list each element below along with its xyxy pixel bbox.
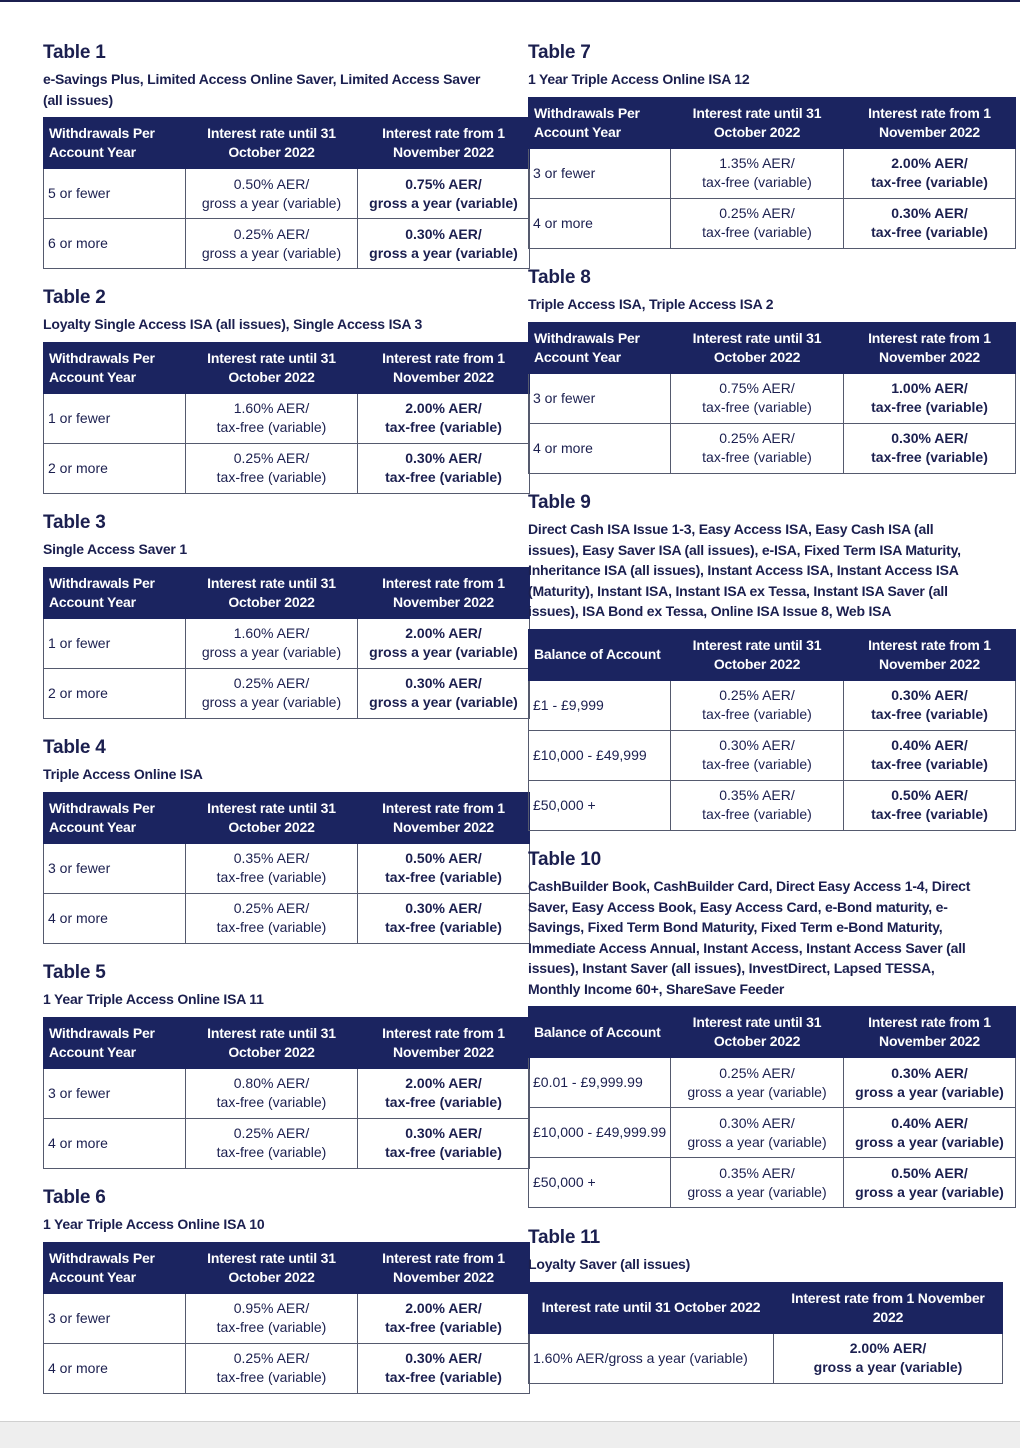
rate-terms: tax-free (variable) xyxy=(702,806,812,822)
row-label: 1 or fewer xyxy=(44,393,186,443)
rate-terms: tax-free (variable) xyxy=(216,469,327,485)
col-header: Interest rate until 31 October 2022 xyxy=(186,342,358,393)
col-header: Balance of Account xyxy=(529,1007,671,1058)
rate-value: 0.30% AER/ xyxy=(891,205,968,221)
rate-until xyxy=(671,1158,844,1208)
rates-table xyxy=(528,1006,1016,1208)
rate-terms: tax-free (variable) xyxy=(871,224,988,240)
rate-value: 0.25% AER/ xyxy=(719,430,795,446)
rate-value: 0.25% AER/ xyxy=(233,225,310,242)
rate-value: 0.50% AER/ xyxy=(891,787,968,803)
rates-table xyxy=(43,1017,530,1169)
rate-until xyxy=(671,198,844,248)
rate-terms: gross a year (variable) xyxy=(369,694,518,710)
rate-until xyxy=(186,393,358,443)
rate-until xyxy=(671,148,844,198)
col-header: Withdrawals Per Account Year xyxy=(44,792,186,843)
rate-from xyxy=(358,1118,530,1168)
rate-terms: tax-free (variable) xyxy=(871,174,988,190)
rate-from xyxy=(358,843,530,893)
rate-terms: gross a year (variable) xyxy=(687,1133,827,1150)
rate-until xyxy=(671,373,844,423)
rate-value: 0.25% AER/ xyxy=(233,675,310,691)
rate-from xyxy=(358,668,530,718)
col-header: Interest rate from 1 November 2022 xyxy=(358,792,530,843)
table-subtitle: Triple Access ISA, Triple Access ISA 2 xyxy=(528,296,774,312)
rate-value: 0.30% AER/ xyxy=(891,687,968,703)
rate-terms: tax-free (variable) xyxy=(871,706,988,722)
table-row xyxy=(529,730,1016,780)
table-subtitle: e-Savings Plus, Limited Access Online Saver, Limited Access Saver (all issues) xyxy=(43,71,481,108)
table-10-section xyxy=(528,849,1004,1208)
col-header: Balance of Account xyxy=(529,629,671,680)
table-8-section xyxy=(528,267,991,474)
table-row xyxy=(44,443,530,493)
rate-terms: tax-free (variable) xyxy=(385,1094,502,1110)
table-row xyxy=(44,169,530,219)
table-title: Table 6 xyxy=(43,1187,106,1208)
rate-until xyxy=(671,423,844,473)
rate-terms: tax-free (variable) xyxy=(871,756,988,772)
rate-from xyxy=(358,893,530,943)
rate-value: 2.00% AER/ xyxy=(891,155,968,171)
rate-terms: tax-free (variable) xyxy=(871,399,988,415)
rate-value: 0.40% AER/ xyxy=(891,1114,968,1131)
table-6-section xyxy=(43,1187,505,1394)
table-subtitle: Loyalty Single Access ISA (all issues), Single Access ISA 3 xyxy=(43,316,423,332)
rate-terms: gross a year (variable) xyxy=(201,194,342,211)
rate-value: 0.25% AER/ xyxy=(233,1350,310,1366)
rates-table xyxy=(528,1282,1003,1384)
col-header: Interest rate until 31 October 2022 xyxy=(529,1282,774,1333)
rate-until xyxy=(186,1343,358,1393)
table-subtitle: 1 Year Triple Access Online ISA 10 xyxy=(43,1216,265,1232)
rate-from xyxy=(844,680,1016,730)
table-title: Table 11 xyxy=(528,1227,600,1248)
row-label: 3 or fewer xyxy=(44,843,186,893)
rate-value: 0.30% AER/ xyxy=(405,450,482,466)
col-header: Interest rate until 31 October 2022 xyxy=(671,1007,844,1058)
rate-value: 1.60% AER/ xyxy=(233,625,310,641)
rate-terms: tax-free (variable) xyxy=(216,919,327,935)
table-row xyxy=(529,1108,1016,1158)
rate-terms: tax-free (variable) xyxy=(702,756,812,772)
table-9-section xyxy=(528,492,991,831)
rate-terms: tax-free (variable) xyxy=(216,1369,327,1385)
table-subtitle: 1 Year Triple Access Online ISA 11 xyxy=(43,991,264,1007)
col-header: Withdrawals Per Account Year xyxy=(44,1242,186,1293)
rate-from xyxy=(844,1058,1016,1108)
table-11-section xyxy=(528,1227,985,1384)
rate-terms: gross a year (variable) xyxy=(855,1083,1004,1100)
table-title: Table 3 xyxy=(43,512,106,533)
table-title: Table 8 xyxy=(528,267,591,288)
rate-value: 0.35% AER/ xyxy=(719,1164,795,1181)
rate-terms: tax-free (variable) xyxy=(385,919,502,935)
rate-value: 0.30% AER/ xyxy=(405,1350,482,1366)
rate-terms: tax-free (variable) xyxy=(216,1094,327,1110)
row-label: 2 or more xyxy=(44,668,186,718)
rate-terms: tax-free (variable) xyxy=(216,1144,327,1160)
table-row xyxy=(529,1158,1016,1208)
rate-value: 0.80% AER/ xyxy=(233,1075,310,1091)
col-header: Withdrawals Per Account Year xyxy=(44,1017,186,1068)
table-1-section xyxy=(43,42,518,269)
rate-terms: tax-free (variable) xyxy=(385,1319,502,1335)
rate-until xyxy=(671,730,844,780)
rate-value: 2.00% AER/ xyxy=(405,1300,482,1316)
table-row xyxy=(44,618,530,668)
table-subtitle: CashBuilder Book, CashBuilder Card, Direct Easy Access 1-4, Direct Saver, Easy Access Book, Easy Access Card, e-Bond maturity, e-Savings, Fixed Term Bond Maturity, Fixed Term e-Bond Maturity, Immediate Access Annual, Instant Access, Instant Access Saver (all issues), Instant Saver (all issues), InvestDirect, Lapsed TESSA, Monthly Income 60+, ShareSave Feeder xyxy=(528,878,971,997)
rate-value: 0.30% AER/ xyxy=(405,675,482,691)
row-label: £50,000 + xyxy=(529,1158,671,1208)
col-header: Interest rate until 31 October 2022 xyxy=(671,97,844,148)
col-header: Interest rate from 1 November 2022 xyxy=(358,567,530,618)
rate-until xyxy=(186,668,358,718)
table-row xyxy=(44,668,530,718)
rate-until xyxy=(671,780,844,830)
bottom-band xyxy=(0,1421,1020,1448)
rate-value: 0.50% AER/ xyxy=(405,850,482,866)
col-header: Interest rate from 1 November 2022 xyxy=(774,1282,1003,1333)
rate-terms: gross a year (variable) xyxy=(201,694,342,710)
table-row xyxy=(44,843,530,893)
row-label: 3 or fewer xyxy=(44,1068,186,1118)
table-row xyxy=(44,393,530,443)
table-row xyxy=(44,1118,530,1168)
rate-from xyxy=(844,1158,1016,1208)
rate-until xyxy=(186,443,358,493)
rate-value: 1.60% AER/ xyxy=(233,400,310,416)
rate-value: 0.35% AER/ xyxy=(233,850,310,866)
table-subtitle: 1 Year Triple Access Online ISA 12 xyxy=(528,71,750,87)
rate-until xyxy=(186,169,358,219)
rate-value: 1.35% AER/ xyxy=(719,155,795,171)
row-label: 6 or more xyxy=(44,219,186,269)
row-label: £10,000 - £49,999.99 xyxy=(529,1108,671,1158)
rate-until xyxy=(186,618,358,668)
table-subtitle: Triple Access Online ISA xyxy=(43,766,203,782)
table-subtitle: Single Access Saver 1 xyxy=(43,541,187,557)
rate-terms: gross a year (variable) xyxy=(201,244,342,261)
table-title: Table 5 xyxy=(43,962,106,983)
rates-table xyxy=(528,629,1016,831)
rate-value: 0.50% AER/ xyxy=(233,175,310,192)
rate-until xyxy=(186,219,358,269)
rate-value: 2.00% AER/ xyxy=(849,1340,927,1356)
col-header: Interest rate until 31 October 2022 xyxy=(186,1242,358,1293)
rates-table xyxy=(528,97,1016,249)
table-2-section xyxy=(43,287,505,494)
rate-from xyxy=(844,148,1016,198)
table-row xyxy=(529,373,1016,423)
rate-value: 2.00% AER/ xyxy=(405,400,482,416)
table-row xyxy=(529,148,1016,198)
col-header: Interest rate from 1 November 2022 xyxy=(358,342,530,393)
rates-table xyxy=(43,567,530,719)
table-row xyxy=(529,680,1016,730)
table-row xyxy=(529,423,1016,473)
col-header: Interest rate until 31 October 2022 xyxy=(186,118,358,169)
col-header: Withdrawals Per Account Year xyxy=(529,322,671,373)
table-row xyxy=(529,198,1016,248)
rate-terms: tax-free (variable) xyxy=(702,399,812,415)
rate-until xyxy=(186,1068,358,1118)
rate-value: 0.25% AER/ xyxy=(233,1125,310,1141)
rate-value: 0.30% AER/ xyxy=(719,1114,795,1131)
rate-terms: tax-free (variable) xyxy=(216,1319,327,1335)
row-label: 2 or more xyxy=(44,443,186,493)
table-title: Table 4 xyxy=(43,737,106,758)
rate-value: 0.25% AER/ xyxy=(719,205,795,221)
row-label: 4 or more xyxy=(529,198,671,248)
rate-terms: gross a year (variable) xyxy=(687,1083,827,1100)
rates-table xyxy=(43,792,530,944)
rate-until xyxy=(186,1293,358,1343)
rate-value: 0.25% AER/ xyxy=(719,1064,795,1081)
rate-until xyxy=(186,1118,358,1168)
rate-value: 0.95% AER/ xyxy=(233,1300,310,1316)
table-row xyxy=(44,1068,530,1118)
rate-terms: tax-free (variable) xyxy=(702,174,812,190)
rate-terms: tax-free (variable) xyxy=(216,869,327,885)
row-label: £10,000 - £49,999 xyxy=(529,730,671,780)
rate-value: 0.25% AER/ xyxy=(233,450,310,466)
rate-value: 0.30% AER/ xyxy=(405,225,482,242)
rate-value: 0.30% AER/ xyxy=(405,900,482,916)
rate-terms: gross a year (variable) xyxy=(687,1183,827,1200)
rate-from xyxy=(844,423,1016,473)
rate-value: 0.25% AER/ xyxy=(719,687,795,703)
table-3-section xyxy=(43,512,518,719)
row-label: 3 or fewer xyxy=(529,373,671,423)
rate-terms: tax-free (variable) xyxy=(871,449,988,465)
table-row xyxy=(529,1333,1003,1383)
col-header: Interest rate until 31 October 2022 xyxy=(186,567,358,618)
rate-from xyxy=(358,169,530,219)
rate-value: 0.35% AER/ xyxy=(719,787,795,803)
row-label: £0.01 - £9,999.99 xyxy=(529,1058,671,1108)
rate-from xyxy=(358,1293,530,1343)
table-title: Table 2 xyxy=(43,287,106,308)
col-header: Interest rate from 1 November 2022 xyxy=(358,118,530,169)
rate-from xyxy=(358,618,530,668)
col-header: Interest rate from 1 November 2022 xyxy=(358,1242,530,1293)
table-row xyxy=(529,780,1016,830)
row-label: 5 or fewer xyxy=(44,169,186,219)
col-header: Interest rate until 31 October 2022 xyxy=(186,792,358,843)
rate-value: 0.50% AER/ xyxy=(891,1164,968,1181)
col-header: Withdrawals Per Account Year xyxy=(44,342,186,393)
rate-value: 0.40% AER/ xyxy=(891,737,968,753)
rate-from xyxy=(844,730,1016,780)
row-label: 3 or fewer xyxy=(44,1293,186,1343)
table-7-section xyxy=(528,42,991,249)
table-title: Table 1 xyxy=(43,42,106,63)
rate-terms: tax-free (variable) xyxy=(216,419,327,435)
row-label: 4 or more xyxy=(529,423,671,473)
row-label: £50,000 + xyxy=(529,780,671,830)
rate-from xyxy=(844,198,1016,248)
row-label: 4 or more xyxy=(44,1343,186,1393)
table-4-section xyxy=(43,737,505,944)
rate-value: 1.00% AER/ xyxy=(891,380,968,396)
col-header: Interest rate from 1 November 2022 xyxy=(844,1007,1016,1058)
rate-value: 0.30% AER/ xyxy=(891,1064,968,1081)
rate-terms: tax-free (variable) xyxy=(871,806,988,822)
col-header: Interest rate from 1 November 2022 xyxy=(844,97,1016,148)
table-title: Table 10 xyxy=(528,849,602,870)
table-row xyxy=(44,1293,530,1343)
col-header: Interest rate from 1 November 2022 xyxy=(844,629,1016,680)
rate-terms: tax-free (variable) xyxy=(385,1144,502,1160)
rate-until: 1.60% AER/gross a year (variable) xyxy=(529,1333,774,1383)
row-label: 1 or fewer xyxy=(44,618,186,668)
table-title: Table 9 xyxy=(528,492,591,513)
rate-terms: tax-free (variable) xyxy=(385,1369,502,1385)
col-header: Interest rate from 1 November 2022 xyxy=(358,1017,530,1068)
row-label: 4 or more xyxy=(44,1118,186,1168)
rate-terms: gross a year (variable) xyxy=(369,194,518,211)
row-label: 3 or fewer xyxy=(529,148,671,198)
col-header: Interest rate until 31 October 2022 xyxy=(671,322,844,373)
rate-from xyxy=(844,1108,1016,1158)
rate-terms: tax-free (variable) xyxy=(702,706,812,722)
rate-terms: tax-free (variable) xyxy=(702,224,812,240)
rate-terms: gross a year (variable) xyxy=(813,1359,963,1375)
rate-terms: gross a year (variable) xyxy=(201,644,342,660)
table-title: Table 7 xyxy=(528,42,591,63)
col-header: Withdrawals Per Account Year xyxy=(44,567,186,618)
rate-terms: gross a year (variable) xyxy=(855,1133,1004,1150)
col-header: Withdrawals Per Account Year xyxy=(529,97,671,148)
col-header: Interest rate until 31 October 2022 xyxy=(186,1017,358,1068)
table-5-section xyxy=(43,962,505,1169)
table-row xyxy=(44,219,530,269)
rate-value: 2.00% AER/ xyxy=(405,625,482,641)
rate-terms: tax-free (variable) xyxy=(702,449,812,465)
rate-from xyxy=(774,1333,1003,1383)
table-row xyxy=(44,893,530,943)
table-row xyxy=(529,1058,1016,1108)
rate-until xyxy=(671,1058,844,1108)
rates-table xyxy=(528,322,1016,474)
rate-value: 0.25% AER/ xyxy=(233,900,310,916)
rate-value: 0.30% AER/ xyxy=(891,430,968,446)
rate-terms: gross a year (variable) xyxy=(369,644,518,660)
row-label: £1 - £9,999 xyxy=(529,680,671,730)
table-row xyxy=(44,1343,530,1393)
rate-from xyxy=(358,1068,530,1118)
rate-until xyxy=(671,1108,844,1158)
rate-from xyxy=(358,443,530,493)
rate-from xyxy=(358,393,530,443)
rate-value: 2.00% AER/ xyxy=(405,1075,482,1091)
rate-value: 0.75% AER/ xyxy=(719,380,795,396)
rate-value: 0.75% AER/ xyxy=(405,175,482,192)
col-header: Withdrawals Per Account Year xyxy=(44,118,186,169)
rate-terms: gross a year (variable) xyxy=(855,1183,1004,1200)
rate-terms: tax-free (variable) xyxy=(385,419,502,435)
rate-from xyxy=(358,219,530,269)
rate-terms: gross a year (variable) xyxy=(369,244,518,261)
rate-from xyxy=(844,780,1016,830)
table-subtitle: Loyalty Saver (all issues) xyxy=(528,1256,691,1272)
table-subtitle: Direct Cash ISA Issue 1-3, Easy Access ISA, Easy Cash ISA (all issues), Easy Saver ISA (all issues), e-ISA, Fixed Term ISA Maturity, Inheritance ISA (all issues), Instant Access ISA, Instant Access ISA (Maturity), Instant ISA, Instant ISA ex Tessa, Instant ISA Saver (all issues), ISA Bond ex Tessa, Online ISA Issue 8, Web ISA xyxy=(528,521,961,619)
rates-table xyxy=(43,1242,530,1394)
rate-value: 0.30% AER/ xyxy=(719,737,795,753)
rate-from xyxy=(844,373,1016,423)
rate-from xyxy=(358,1343,530,1393)
top-rule xyxy=(0,0,1020,2)
rate-until xyxy=(671,680,844,730)
col-header: Interest rate until 31 October 2022 xyxy=(671,629,844,680)
rates-table xyxy=(43,342,530,494)
rates-table xyxy=(43,117,530,269)
row-label: 4 or more xyxy=(44,893,186,943)
rate-until xyxy=(186,843,358,893)
rate-value: 0.30% AER/ xyxy=(405,1125,482,1141)
col-header: Interest rate from 1 November 2022 xyxy=(844,322,1016,373)
rate-terms: tax-free (variable) xyxy=(385,469,502,485)
rate-terms: tax-free (variable) xyxy=(385,869,502,885)
rate-until xyxy=(186,893,358,943)
